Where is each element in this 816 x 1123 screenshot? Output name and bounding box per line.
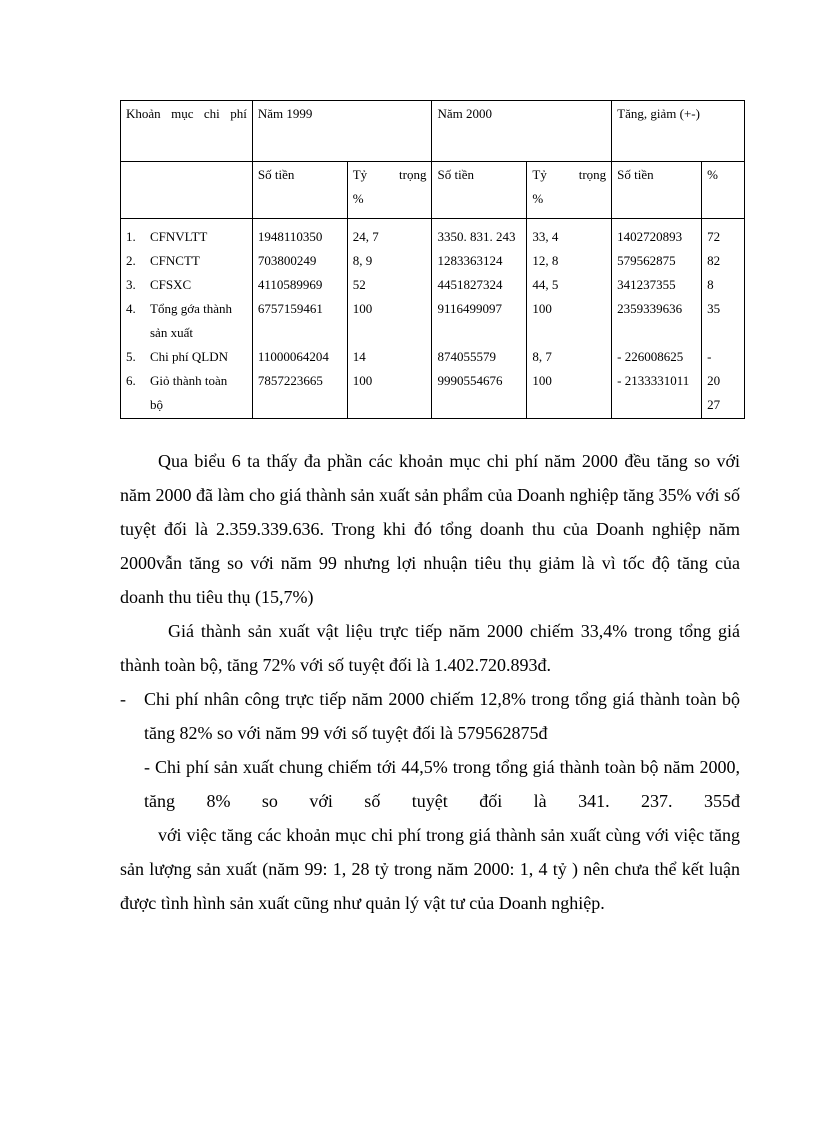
subheader-share-2000: Tỷ trọng % <box>527 162 612 219</box>
item-row-4-cont: sản xuất <box>150 325 193 340</box>
item-row-1: 1. CFNVLTT <box>126 229 208 244</box>
column-amount-2000: 3350. 831. 243 1283363124 4451827324 9116499097 874055579 9990554676 <box>432 219 527 419</box>
paragraph-material-cost: Giá thành sản xuất vật liệu trực tiếp năm 2000 chiếm 33,4% trong tổng giá thành toàn bộ, tăng 72% với số tuyệt đối là 1.402.720.893đ. <box>120 621 740 675</box>
subheader-amount-change: Số tiền <box>612 162 702 219</box>
table-header-row <box>121 101 745 162</box>
bullet-dash: - <box>120 689 126 709</box>
item-row-3: 3. CFSXC <box>126 277 192 292</box>
cost-comparison-table <box>120 100 745 419</box>
item-row-2: 2. CFNCTT <box>126 253 200 268</box>
column-pct-change: 72 82 8 35 - 20 27 <box>702 219 745 419</box>
paragraph-summary: Qua biểu 6 ta thấy đa phần các khoản mục chi phí năm 2000 đều tăng so với năm 2000 đã làm cho giá thành sản xuất sản phẩm của Doanh nghiệp tăng 35% với số tuyệt đối là 2.359.339.636. Trong khi đó tổng doanh thu của Doanh nghiệp năm 2000vẫn tăng so với năm 99 nhưng lợi nhuận tiêu thụ giảm là vì tốc độ tăng của doanh thu tiêu thụ (15,7%) <box>120 451 740 607</box>
bullet-labor-text: Chi phí nhân công trực tiếp năm 2000 chiếm 12,8% trong tổng giá thành toàn bộ tăng 82% so với năm 99 với số tuyệt đối là 579562875đ <box>144 689 740 743</box>
column-share-1999: 24, 7 8, 9 52 100 14 100 <box>347 219 432 419</box>
column-items <box>121 219 253 419</box>
subheader-amount-1999: Số tiền <box>252 162 347 219</box>
subheader-empty <box>121 162 253 219</box>
table-body-row <box>121 219 745 419</box>
header-year-2000: Năm 2000 <box>432 101 612 162</box>
paragraph-general-cost: - Chi phí sản xuất chung chiếm tới 44,5% trong tổng giá thành toàn bộ năm 2000, tăng 8% so với số tuyệt đối là 341. 237. 355đ <box>144 757 740 811</box>
bullet-labor-cost <box>120 682 740 750</box>
subheader-amount-2000: Số tiền <box>432 162 527 219</box>
column-amount-change: 1402720893 579562875 341237355 2359339636 - 226008625 - 2133331011 <box>612 219 702 419</box>
subheader-pct-change: % <box>702 162 745 219</box>
column-amount-1999: 1948110350 703800249 4110589969 6757159461 11000064204 7857223665 <box>252 219 347 419</box>
column-share-2000: 33, 4 12, 8 44, 5 100 8, 7 100 <box>527 219 612 419</box>
table-subheader-row <box>121 162 745 219</box>
subheader-share-1999: Tỷ trọng % <box>347 162 432 219</box>
header-year-1999: Năm 1999 <box>252 101 432 162</box>
item-row-4: 4. Tổng gớa thành <box>126 301 232 316</box>
header-change: Tăng, giảm (+-) <box>612 101 745 162</box>
header-item: Khoản mục chi phí <box>121 101 253 162</box>
paragraph-conclusion: với việc tăng các khoản mục chi phí trong giá thành sản xuất cùng với việc tăng sản lượng sản xuất (năm 99: 1, 28 tỷ trong năm 2000: 1, 4 tỷ ) nên chưa thể kết luận được tình hình sản xuất cũng như quản lý vật tư của Doanh nghiệp. <box>120 825 740 913</box>
item-row-6: 6. Giỏ thành toàn <box>126 373 228 388</box>
item-row-6-cont: bộ <box>150 397 163 412</box>
item-row-5: 5. Chi phí QLDN <box>126 349 228 364</box>
